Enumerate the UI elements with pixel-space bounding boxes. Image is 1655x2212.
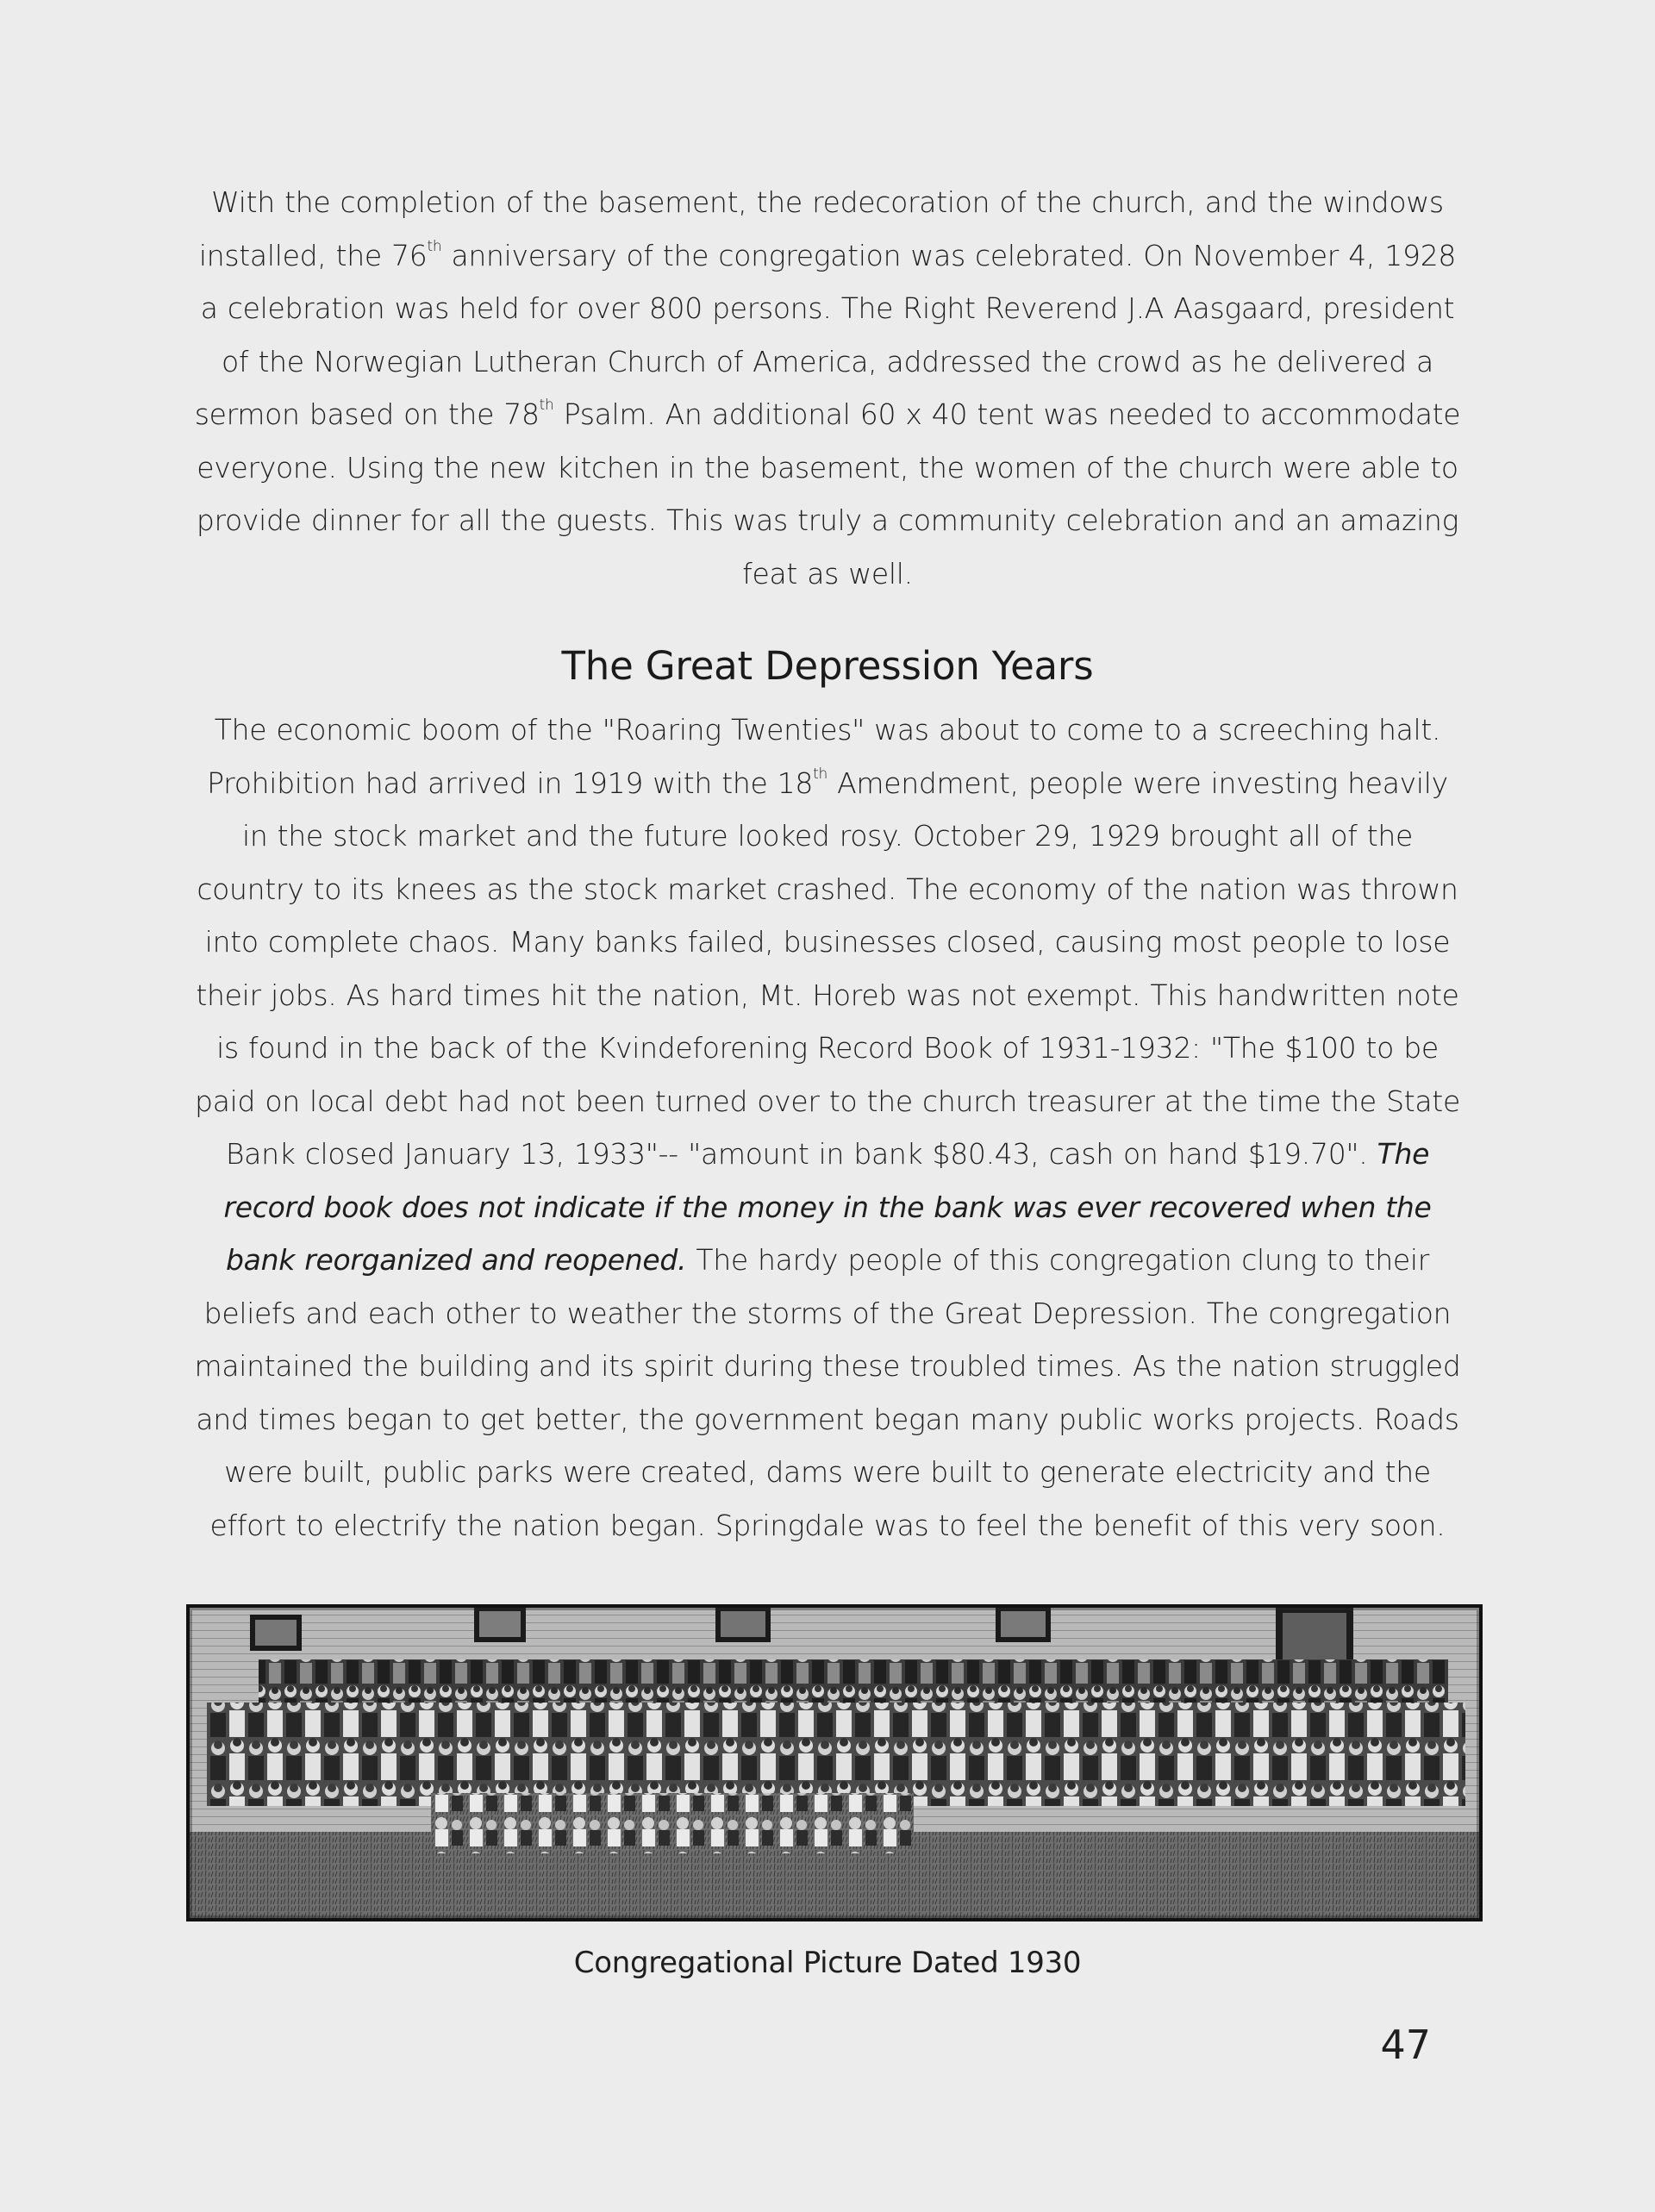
photo-caption: Congregational Picture Dated 1930 xyxy=(573,1946,1082,1980)
paragraph2-italic-note: The record book does not indicate if the money in the bank was ever recovered when the bank reorganized and reopened. xyxy=(223,1137,1432,1277)
paragraph1-text-a: With the completion of the basement, the redecoration of the church, and the windows installed, the 76 xyxy=(198,185,1444,272)
congregation-photo xyxy=(186,1604,1483,1921)
paragraph1-text-b: anniversary of the congregation was celebrated. On November 4, 1928 a celebration was held for over 800 persons. The Right Reverend J.A Aasgaard, president of the Norwegian Lutheran Church of America, addressed the crowd as he delivered a sermon based on the 78 xyxy=(194,238,1457,431)
superscript-th: th xyxy=(813,765,828,783)
paragraph2-text-c: The hardy people of this congregation clung to their beliefs and each other to weather the storms of the Great Depression. The congregation maintained the building and its spirit during these troubled times. As the nation struggled and times began to get better, the government began many public works projects. Roads were built, public parks were created, dams were built to generate electricity and the effort to electrify the nation began. Springdale was to feel the benefit of this very soon. xyxy=(194,1243,1461,1542)
congregation-photo-image xyxy=(190,1608,1479,1918)
section-heading: The Great Depression Years xyxy=(561,643,1094,689)
paragraph2-text-a: The economic boom of the "Roaring Twenties" was about to come to a screeching halt. Prohibition had arrived in 1919 with the 18 xyxy=(207,713,1441,800)
paragraph-great-depression xyxy=(190,703,1465,1552)
superscript-th: th xyxy=(427,237,442,255)
page-number: 47 xyxy=(1380,2021,1431,2068)
paragraph2-text-b: Amendment, people were investing heavily in the stock market and the future looked rosy. October 29, 1929 brought all of the country to its knees as the stock market crashed. The economy of the nation was thrown into complete chaos. Many banks failed, businesses closed, causing most people to lose their jobs. As hard times hit the nation, Mt. Horeb was not exempt. This handwritten note is found in the back of the Kvindeforening Record Book of 1931-1932: "The $100 to be paid on local debt had not been turned over to the church treasurer at the time the State Bank closed January 13, 1933"-- "amount in bank $80.43, cash on hand $19.70". xyxy=(195,765,1460,1171)
paragraph1-text-c: Psalm. An additional 60 x 40 tent was needed to accommodate everyone. Using the new kitchen in the basement, the women of the church were able to provide dinner for all the guests. This was truly a community celebration and an amazing feat as well. xyxy=(196,397,1461,590)
paragraph-basement-celebration xyxy=(190,176,1465,600)
superscript-th: th xyxy=(539,397,554,414)
